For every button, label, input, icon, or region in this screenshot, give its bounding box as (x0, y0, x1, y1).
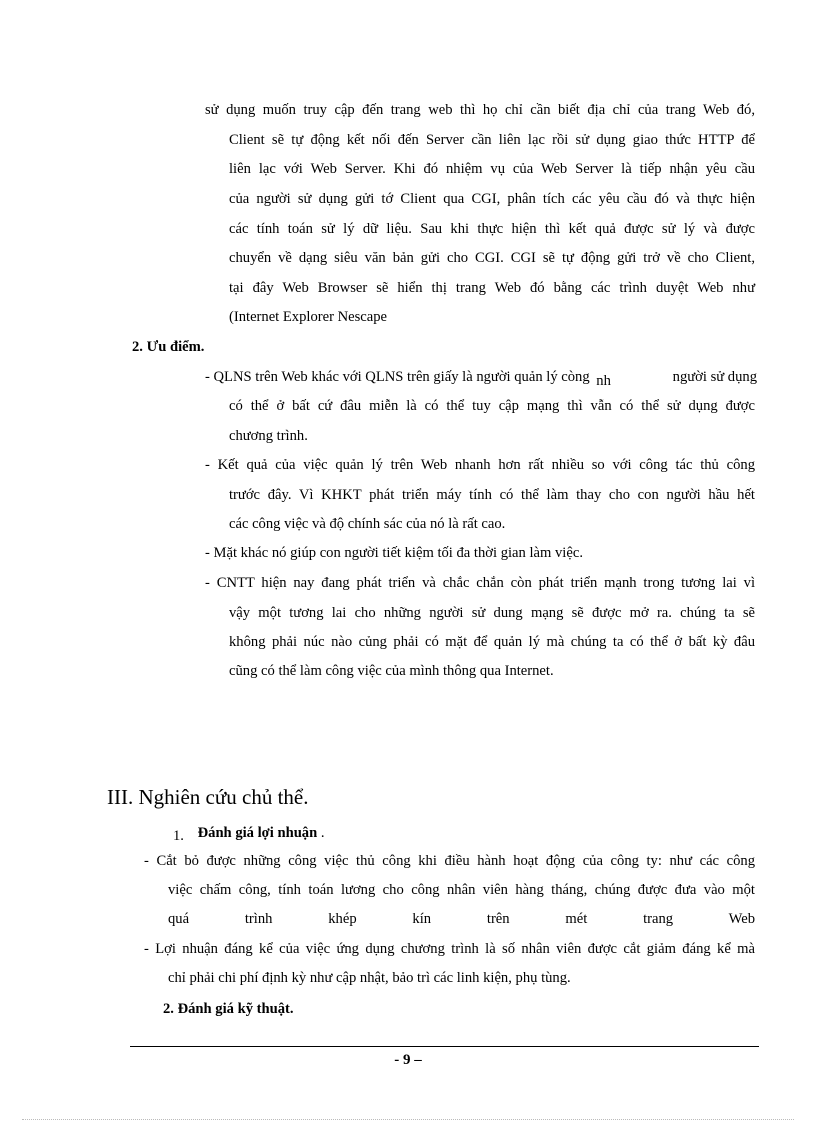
bullet-1-text-c: người sử dụng (672, 369, 757, 385)
bullet-1-line-1 (205, 367, 757, 387)
subsection-2-heading: 2. Đánh giá kỹ thuật. (163, 1001, 294, 1017)
para-2-line-1: - Lợi nhuận đáng kể của việc ứng dụng chương trình là số nhân viên được cắt giảm đáng kể mà (144, 941, 755, 957)
bullet-4-line-1: - CNTT hiện nay đang phát triển và chắc chắn còn phát triển mạnh trong tương lai vì (205, 575, 755, 591)
intro-line-6: chuyển về dạng siêu văn bản gửi cho CGI. CGI sẽ tự động gửi trở về cho Client, (229, 250, 755, 266)
page-bottom-border (22, 1119, 794, 1120)
bullet-2-line-2: trước đây. Vì KHKT phát triển máy tính có thể làm thay cho con người hầu hết (229, 487, 755, 503)
bullet-1-line-3: chương trình. (229, 428, 308, 444)
subsection-1-number: 1. (173, 828, 184, 844)
bullet-1-text-b: nh (596, 373, 611, 389)
bullet-4-line-2: vậy một tương lai cho những người sử dung mạng sẽ được mở ra. chúng ta sẽ (229, 605, 755, 621)
para-1-line-2: việc chấm công, tính toán lương cho công nhân viên hàng tháng, chúng được đưa vào một (168, 882, 755, 898)
subsection-1-suffix: . (320, 825, 325, 841)
intro-line-3: liên lạc với Web Server. Khi đó nhiệm vụ của Web Server là tiếp nhận yêu cầu (229, 161, 755, 177)
para-1-line-1: - Cắt bỏ được những công việc thủ công khi điều hành hoạt động của công ty: như các công (144, 853, 755, 869)
subsection-1-heading (173, 823, 325, 843)
para-1-line-3: quá trình khép kín trên mét trang Web (168, 911, 755, 927)
bullet-4-line-3: không phải núc nào củng phải có mặt để quản lý mà chúng ta có thể ở bất kỳ đâu (229, 634, 755, 650)
bullet-2-line-3: các công việc và độ chính sác của nó là rất cao. (229, 516, 506, 532)
intro-line-1: sử dụng muốn truy cập đến trang web thì họ chỉ cần biết địa chỉ của trang Web đó, (205, 102, 755, 118)
intro-line-5: các tính toán sử lý dữ liệu. Sau khi thực hiện thì kết quả được sử lý và được (229, 221, 755, 237)
intro-line-2: Client sẽ tự động kết nối đến Server cần liên lạc rồi sử dụng giao thức HTTP để (229, 132, 755, 148)
para-2-line-2: chỉ phải chi phí định kỳ như cập nhật, bảo trì các linh kiện, phụ tùng. (168, 970, 571, 986)
subsection-1-title: Đánh giá lợi nhuận (197, 825, 318, 841)
bullet-3-line-1: - Mặt khác nó giúp con người tiết kiệm tối đa thời gian làm việc. (205, 545, 583, 561)
bullet-4-line-4: cũng có thể làm công việc của mình thông qua Internet. (229, 663, 554, 679)
intro-line-4: của người sử dụng gửi tớ Client qua CGI, phân tích các yêu cầu đó và thực hiện (229, 191, 755, 207)
bullet-2-line-1: - Kết quả của việc quản lý trên Web nhanh hơn rất nhiều so với công tác thủ công (205, 457, 755, 473)
bullet-1-text-a: - QLNS trên Web khác với QLNS trên giấy là người quản lý còng (205, 369, 590, 385)
page-number: - 9 – (394, 1052, 422, 1068)
bullet-1-line-2: có thể ở bất cứ đâu miễn là có thể tuy cập mạng thì vẫn có thể sử dụng được (229, 398, 755, 414)
section-3-heading: III. Nghiên cứu chủ thể. (107, 785, 309, 809)
footer-rule (130, 1046, 759, 1047)
section-2-heading: 2. Ưu điểm. (132, 339, 205, 355)
intro-line-7: tại đây Web Browser sẽ hiển thị trang Web đó bằng các trình duyệt Web như (229, 280, 755, 296)
intro-line-8: (Internet Explorer Nescape (229, 309, 388, 325)
